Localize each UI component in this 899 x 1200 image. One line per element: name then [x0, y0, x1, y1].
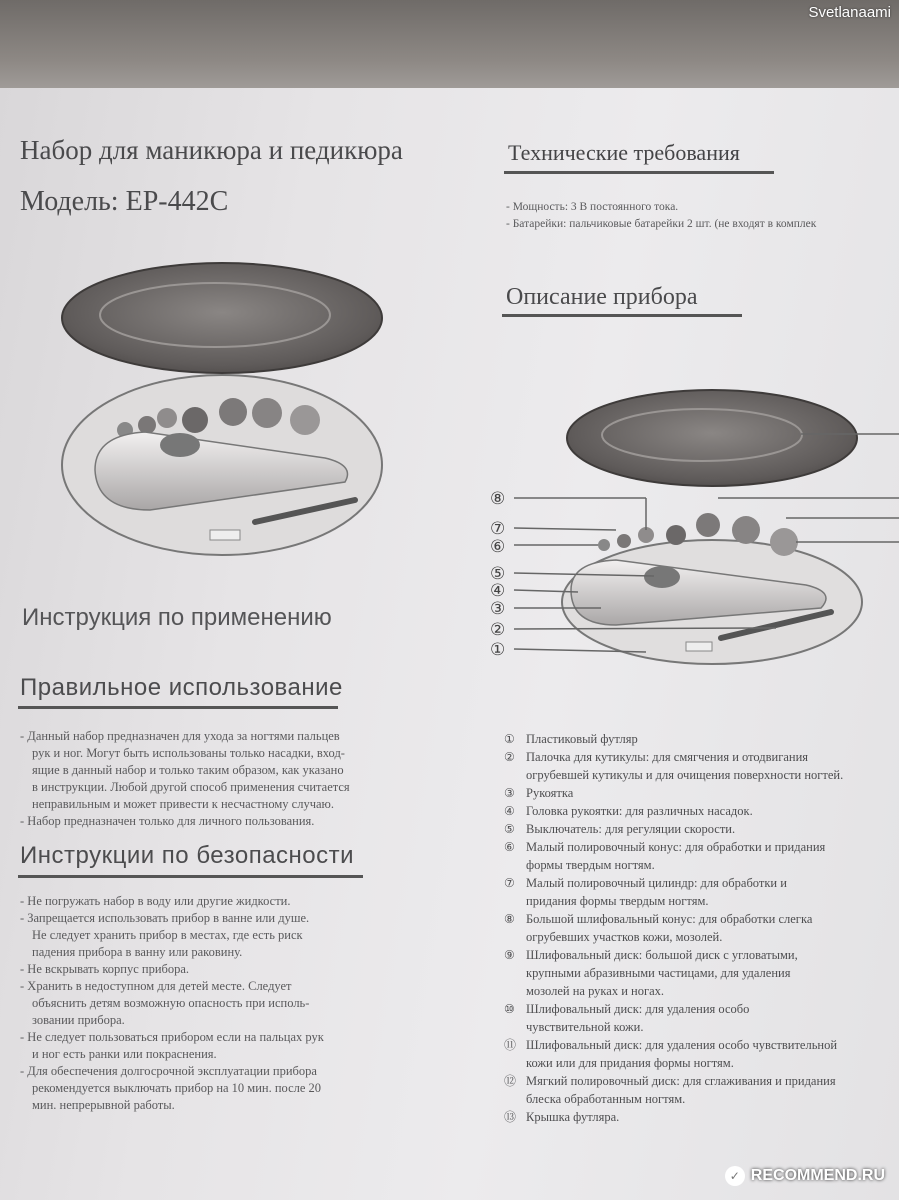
part-description: Головка рукоятки: для различных насадок.: [526, 804, 753, 818]
proper-use-text: [20, 728, 410, 830]
text-line: - Мощность: 3 В постоянного тока.: [506, 201, 679, 213]
tech-requirements-text: [506, 199, 899, 233]
text-line: - Батарейки: пальчиковые батарейки 2 шт. (не входят в комплек: [506, 218, 817, 230]
part-number: ①: [504, 732, 515, 746]
text-line: в инструкции. Любой другой способ применения считается: [32, 780, 350, 794]
part-number: ⑬: [504, 1110, 517, 1124]
part-description: Рукоятка: [526, 786, 574, 800]
part-description: Палочка для кутикулы: для смягчения и отодвигания огрубевшей кутикулы и для очищения поверхности ногтей.: [526, 750, 844, 782]
callout-5: ⑤: [490, 564, 506, 584]
text-line: рекомендуется выключать прибор на 10 мин. после 20: [32, 1081, 322, 1095]
list-item: [504, 748, 899, 784]
description-underline: [502, 314, 742, 317]
parts-list: [504, 730, 899, 1126]
tech-underline: [504, 171, 774, 174]
part-description: Крышка футляра.: [526, 1110, 620, 1124]
proper-use-heading: Правильное использование: [20, 674, 343, 701]
part-number: ⑤: [504, 822, 515, 836]
part-number: ⑫: [504, 1074, 517, 1088]
text-line: мин. непрерывной работы.: [32, 1098, 175, 1112]
callout-1: ①: [490, 640, 506, 660]
callout-4: ④: [490, 581, 506, 601]
text-line: ящие в данный набор и только таким образом, как указано: [32, 763, 344, 777]
callout-2: ②: [490, 620, 506, 640]
list-item: [504, 820, 899, 838]
text-line: - Хранить в недоступном для детей месте. Следует: [20, 979, 292, 993]
proper-use-underline: [18, 706, 338, 709]
part-description: Шлифовальный диск: для удаления особо чувствительной кожи.: [526, 1002, 750, 1034]
part-number: ③: [504, 786, 515, 800]
list-item: [504, 910, 899, 946]
list-item: [504, 1000, 899, 1036]
text-line: зовании прибора.: [32, 1013, 125, 1027]
part-number: ⑥: [504, 840, 515, 854]
text-line: объяснить детям возможную опасность при исполь-: [32, 996, 310, 1010]
callout-6: ⑥: [490, 537, 506, 557]
callout-7: ⑦: [490, 519, 506, 539]
text-line: падения прибора в ванну или раковину.: [32, 945, 243, 959]
part-number: ⑦: [504, 876, 515, 890]
list-item: [504, 784, 899, 802]
author-watermark: Svetlanaami: [808, 4, 891, 21]
callout-labels: [490, 489, 505, 660]
part-description: Шлифовальный диск: большой диск с угловатыми, крупными абразивными частицами, для удаления мозолей на руках и ногах.: [526, 948, 798, 998]
model-label: Модель: EP-442C: [20, 186, 229, 217]
text-line: - Набор предназначен только для личного пользования.: [20, 814, 315, 828]
list-item: [504, 874, 899, 910]
part-description: Шлифовальный диск: для удаления особо чувствительной кожи или для придания формы ногтям.: [526, 1038, 838, 1070]
part-number: ⑩: [504, 1002, 515, 1016]
part-description: Выключатель: для регуляции скорости.: [526, 822, 736, 836]
device-illustration-left: [55, 260, 390, 560]
text-line: - Не вскрывать корпус прибора.: [20, 962, 190, 976]
part-number: ⑨: [504, 948, 515, 962]
case-lid: [62, 263, 382, 373]
list-item: [504, 1036, 899, 1072]
case-lid: [567, 390, 857, 486]
part-description: Мягкий полировочный диск: для сглаживания и придания блеска обработанным ногтям.: [526, 1074, 836, 1106]
text-line: Не следует хранить прибор в местах, где есть риск: [32, 928, 303, 942]
text-line: и ног есть ранки или покраснения.: [32, 1047, 217, 1061]
text-line: рук и ног. Могут быть использованы только насадки, вход-: [32, 746, 345, 760]
device-diagram: [486, 380, 899, 680]
text-line: неправильным и может привести к несчастному случаю.: [32, 797, 335, 811]
product-title: Набор для маникюра и педикюра: [20, 135, 403, 165]
part-description: Малый полировочный конус: для обработки и придания формы твердым ногтям.: [526, 840, 826, 872]
list-item: [504, 946, 899, 1000]
part-description: Малый полировочный цилиндр: для обработки и придания формы твердым ногтям.: [526, 876, 787, 908]
callout-3: ③: [490, 599, 506, 619]
part-description: Большой шлифовальный конус: для обработки слегка огрубевших участков кожи, мозолей.: [526, 912, 813, 944]
list-item: [504, 802, 899, 820]
usage-instructions-heading: Инструкция по применению: [22, 604, 332, 631]
list-item: [504, 730, 899, 748]
list-item: [504, 838, 899, 874]
part-number: ⑧: [504, 912, 515, 926]
site-logo-text: RECOMMEND.RU: [750, 1167, 885, 1184]
site-logo: [725, 1166, 885, 1186]
tech-requirements-heading: Технические требования: [508, 140, 740, 165]
safety-underline: [18, 875, 363, 878]
part-number: ②: [504, 750, 515, 764]
part-number: ④: [504, 804, 515, 818]
part-description: Пластиковый футляр: [526, 732, 638, 746]
background-top: [0, 0, 899, 100]
safety-heading: Инструкции по безопасности: [20, 842, 355, 869]
recommend-icon: ✓: [725, 1166, 745, 1186]
text-line: - Не погружать набор в воду или другие жидкости.: [20, 894, 291, 908]
list-item: [504, 1072, 899, 1108]
list-item: [504, 1108, 899, 1126]
device-description-heading: Описание прибора: [506, 284, 698, 310]
callout-8: ⑧: [490, 489, 506, 509]
text-line: - Не следует пользоваться прибором если на пальцах рук: [20, 1030, 324, 1044]
safety-text: [20, 893, 410, 1114]
part-number: ⑪: [504, 1038, 517, 1052]
text-line: - Для обеспечения долгосрочной эксплуатации прибора: [20, 1064, 317, 1078]
text-line: - Данный набор предназначен для ухода за ногтями пальцев: [20, 729, 340, 743]
text-line: - Запрещается использовать прибор в ванне или душе.: [20, 911, 310, 925]
